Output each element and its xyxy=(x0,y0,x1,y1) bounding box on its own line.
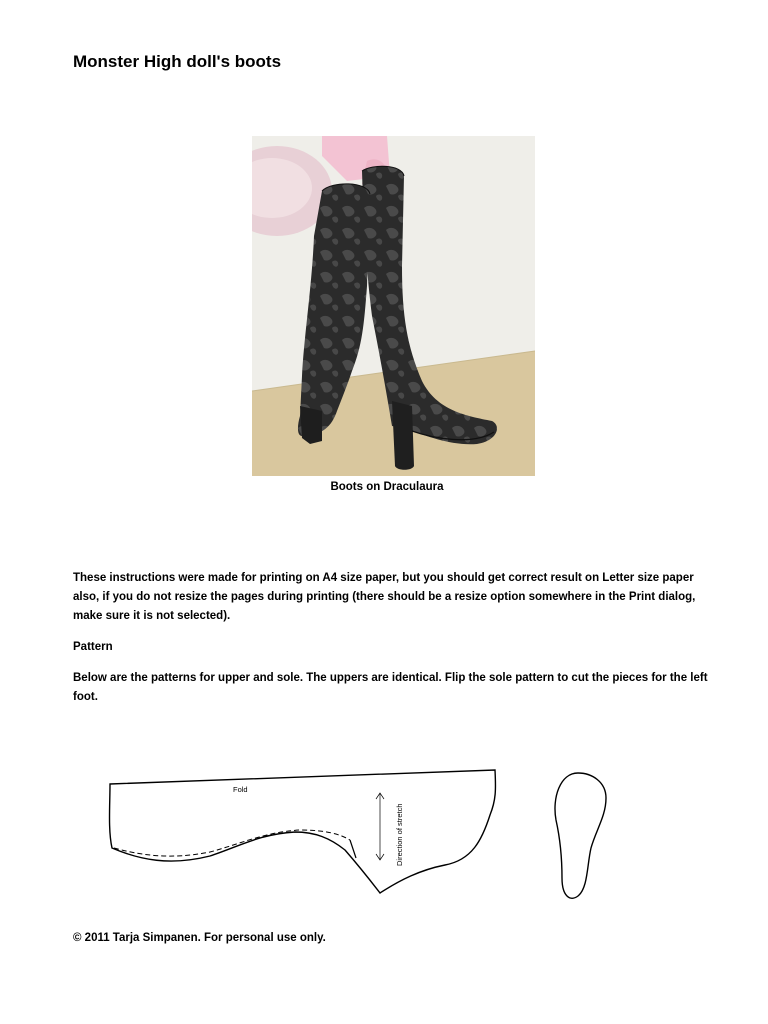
pattern-heading: Pattern xyxy=(73,641,113,653)
upper-pattern-outline xyxy=(110,770,496,893)
pattern-paragraph: Below are the patterns for upper and sole. The uppers are identical. Flip the sole pattern to cut the pieces for the left foot. xyxy=(73,672,708,703)
stretch-label: Direction of stretch xyxy=(395,803,404,866)
stretch-arrow xyxy=(376,793,384,860)
intro-paragraph: These instructions were made for printing on A4 size paper, but you should get correct result on Letter size paper also, if you do not resize the pages during printing (there should be a resize option somewhere in the Print dialog, make sure it is not selected). xyxy=(73,572,696,622)
photo-caption: Boots on Draculaura xyxy=(330,481,444,493)
boot-pattern-drawing xyxy=(100,760,620,910)
copyright-footer: © 2011 Tarja Simpanen. For personal use only. xyxy=(73,932,326,944)
page-title: Monster High doll's boots xyxy=(73,52,282,71)
sole-pattern-outline xyxy=(555,773,606,898)
fold-label: Fold xyxy=(233,785,248,794)
boots-photo xyxy=(252,136,535,476)
